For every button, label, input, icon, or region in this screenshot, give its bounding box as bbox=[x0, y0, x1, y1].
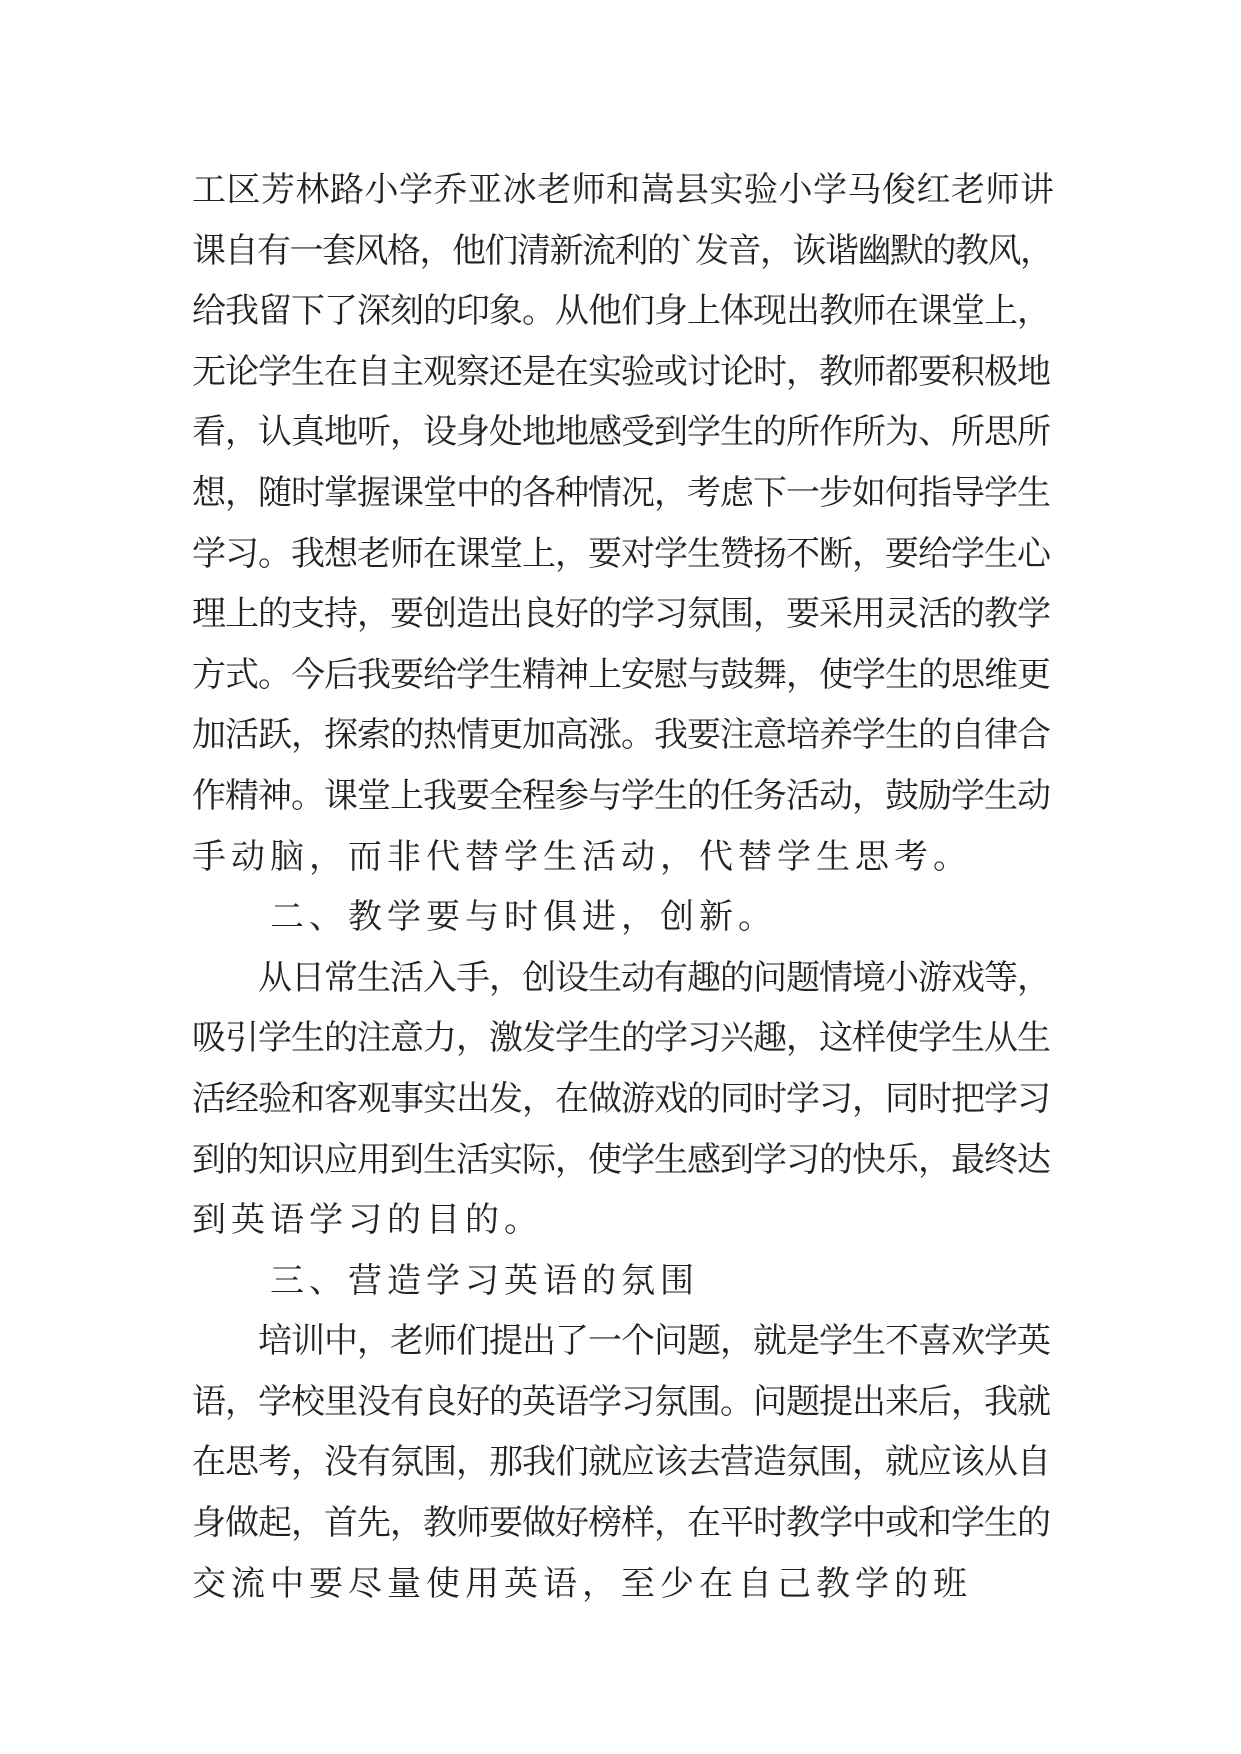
text-line: 身做起，首先，教师要做好榜样，在平时教学中或和学生的 bbox=[192, 1503, 1050, 1544]
text-line: 培训中，老师们提出了一个问题，就是学生不喜欢学英 bbox=[192, 1321, 1050, 1362]
section-heading: 二、教学要与时俱进，创新。 bbox=[192, 897, 777, 938]
text-line: 无论学生在自主观察还是在实验或讨论时，教师都要积极地 bbox=[192, 351, 1050, 392]
body-text bbox=[192, 160, 1058, 1614]
text-line: 方式。今后我要给学生精神上安慰与鼓舞，使学生的思维更 bbox=[192, 654, 1050, 695]
text-line: 学习。我想老师在课堂上，要对学生赞扬不断，要给学生心 bbox=[192, 533, 1050, 574]
text-line: 给我留下了深刻的印象。从他们身上体现出教师在课堂上， bbox=[192, 291, 1050, 332]
text-line: 交流中要尽量使用英语，至少在自己教学的班 bbox=[192, 1563, 972, 1604]
text-line: 在思考，没有氛围，那我们就应该去营造氛围，就应该从自 bbox=[192, 1442, 1050, 1483]
text-line: 语，学校里没有良好的英语学习氛围。问题提出来后，我就 bbox=[192, 1381, 1050, 1422]
text-line: 手动脑，而非代替学生活动，代替学生思考。 bbox=[192, 836, 972, 877]
text-line: 理上的支持，要创造出良好的学习氛围，要采用灵活的教学 bbox=[192, 594, 1050, 635]
text-line: 工区芳林路小学乔亚冰老师和嵩县实验小学马俊红老师讲 bbox=[192, 170, 1055, 210]
text-line: 课自有一套风格，他们清新流利的`发音，诙谐幽默的教风， bbox=[192, 230, 1053, 271]
text-line: 看，认真地听，设身处地地感受到学生的所作所为、所思所 bbox=[192, 412, 1050, 453]
text-line: 加活跃，探索的热情更加高涨。我要注意培养学生的自律合 bbox=[192, 715, 1050, 756]
text-line: 活经验和客观事实出发，在做游戏的同时学习，同时把学习 bbox=[192, 1078, 1050, 1119]
text-line: 到的知识应用到生活实际，使学生感到学习的快乐，最终达 bbox=[192, 1139, 1050, 1180]
text-line: 吸引学生的注意力，激发学生的学习兴趣，这样使学生从生 bbox=[192, 1018, 1050, 1059]
text-line: 想，随时掌握课堂中的各种情况，考虑下一步如何指导学生 bbox=[192, 472, 1050, 513]
text-line: 作精神。课堂上我要全程参与学生的任务活动，鼓励学生动 bbox=[192, 775, 1050, 816]
text-line: 到英语学习的目的。 bbox=[192, 1200, 543, 1241]
text-line: 从日常生活入手，创设生动有趣的问题情境小游戏等， bbox=[192, 957, 1050, 998]
section-heading: 三、营造学习英语的氛围 bbox=[192, 1260, 699, 1301]
